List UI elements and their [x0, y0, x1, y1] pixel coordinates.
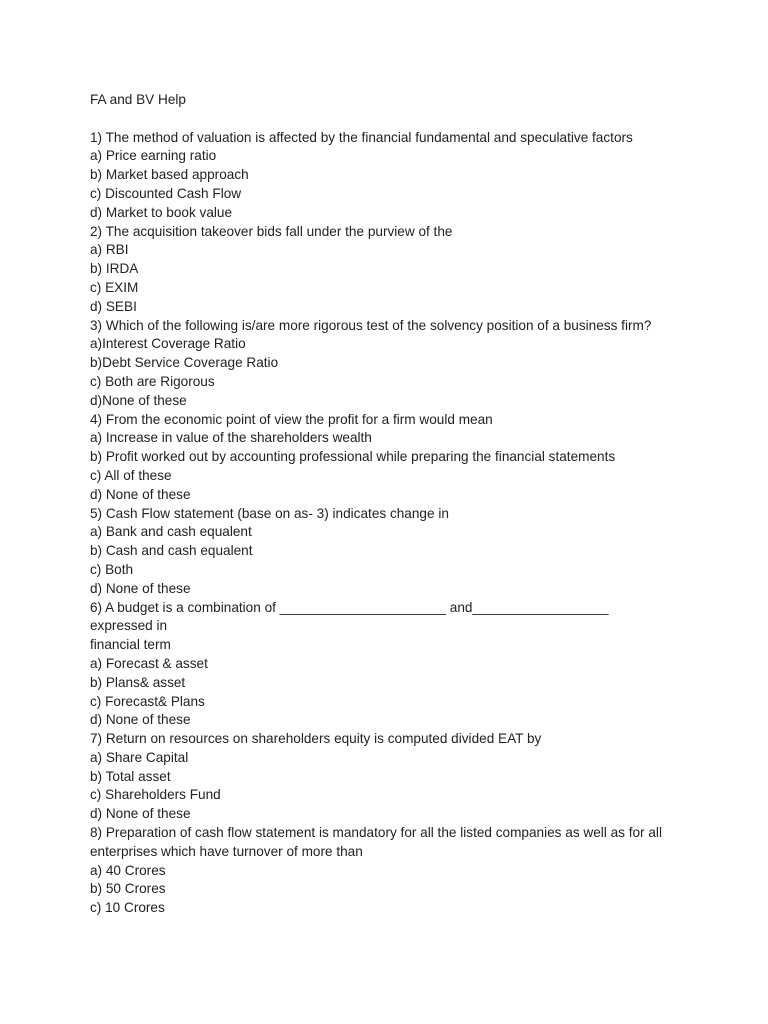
question-text: 5) Cash Flow statement (base on as- 3) indicates change in — [90, 505, 449, 521]
text-line: c) Discounted Cash Flow — [90, 185, 242, 201]
text-line: enterprises which have turnover of more than — [90, 843, 363, 859]
text-line: c) Both — [90, 561, 134, 577]
text-line: d) None of these — [90, 806, 191, 822]
text-line: expressed in — [90, 618, 168, 634]
question-text: 6) A budget is a combination of ______________________ and__________________ — [90, 599, 609, 615]
text-line: a)Interest Coverage Ratio — [90, 336, 246, 352]
text-line: d) None of these — [90, 712, 191, 728]
text-line: a) Increase in value of the shareholders wealth — [90, 430, 372, 446]
question-text: 1) The method of valuation is affected by the financial fundamental and speculative factors — [90, 129, 633, 145]
text-line: c) 10 Crores — [90, 900, 165, 916]
text-line: a) 40 Crores — [90, 862, 166, 878]
text-line: d) SEBI — [90, 298, 137, 314]
question-text: 2) The acquisition takeover bids fall under the purview of the — [90, 223, 453, 239]
question-text: 7) Return on resources on shareholders equity is computed divided EAT by — [90, 731, 542, 747]
question-text: 3) Which of the following is/are more rigorous test of the solvency position of a business firm? — [90, 317, 652, 333]
text-line: a) Forecast & asset — [90, 655, 208, 671]
text-line: d) Market to book value — [90, 204, 233, 220]
text-line: c) Forecast& Plans — [90, 693, 205, 709]
text-line: b) Cash and cash equalent — [90, 543, 253, 559]
document-title: FA and BV Help — [90, 92, 186, 107]
text-line: b) IRDA — [90, 261, 139, 277]
text-line: financial term — [90, 637, 171, 653]
text-line: b) 50 Crores — [90, 881, 166, 897]
text-line: c) Shareholders Fund — [90, 787, 221, 803]
question-list — [90, 129, 690, 918]
document-body — [90, 91, 690, 918]
text-line: b) Plans& asset — [90, 674, 186, 690]
text-line: c) Both are Rigorous — [90, 373, 215, 389]
text-line: d) None of these — [90, 580, 191, 596]
text-line: d)None of these — [90, 392, 187, 408]
text-line: b) Market based approach — [90, 167, 249, 183]
text-line: c) All of these — [90, 467, 172, 483]
text-line: a) Bank and cash equalent — [90, 524, 252, 540]
text-line: d) None of these — [90, 486, 191, 502]
text-line: b)Debt Service Coverage Ratio — [90, 355, 279, 371]
text-line: b) Total asset — [90, 768, 171, 784]
text-line: a) Price earning ratio — [90, 148, 217, 164]
text-line: a) RBI — [90, 242, 129, 258]
text-line: b) Profit worked out by accounting professional while preparing the financial statements — [90, 449, 616, 465]
question-text: 4) From the economic point of view the profit for a firm would mean — [90, 411, 493, 427]
question-text: 8) Preparation of cash flow statement is mandatory for all the listed companies as well as for all — [90, 825, 662, 841]
text-line: a) Share Capital — [90, 749, 189, 765]
text-line: c) EXIM — [90, 279, 139, 295]
